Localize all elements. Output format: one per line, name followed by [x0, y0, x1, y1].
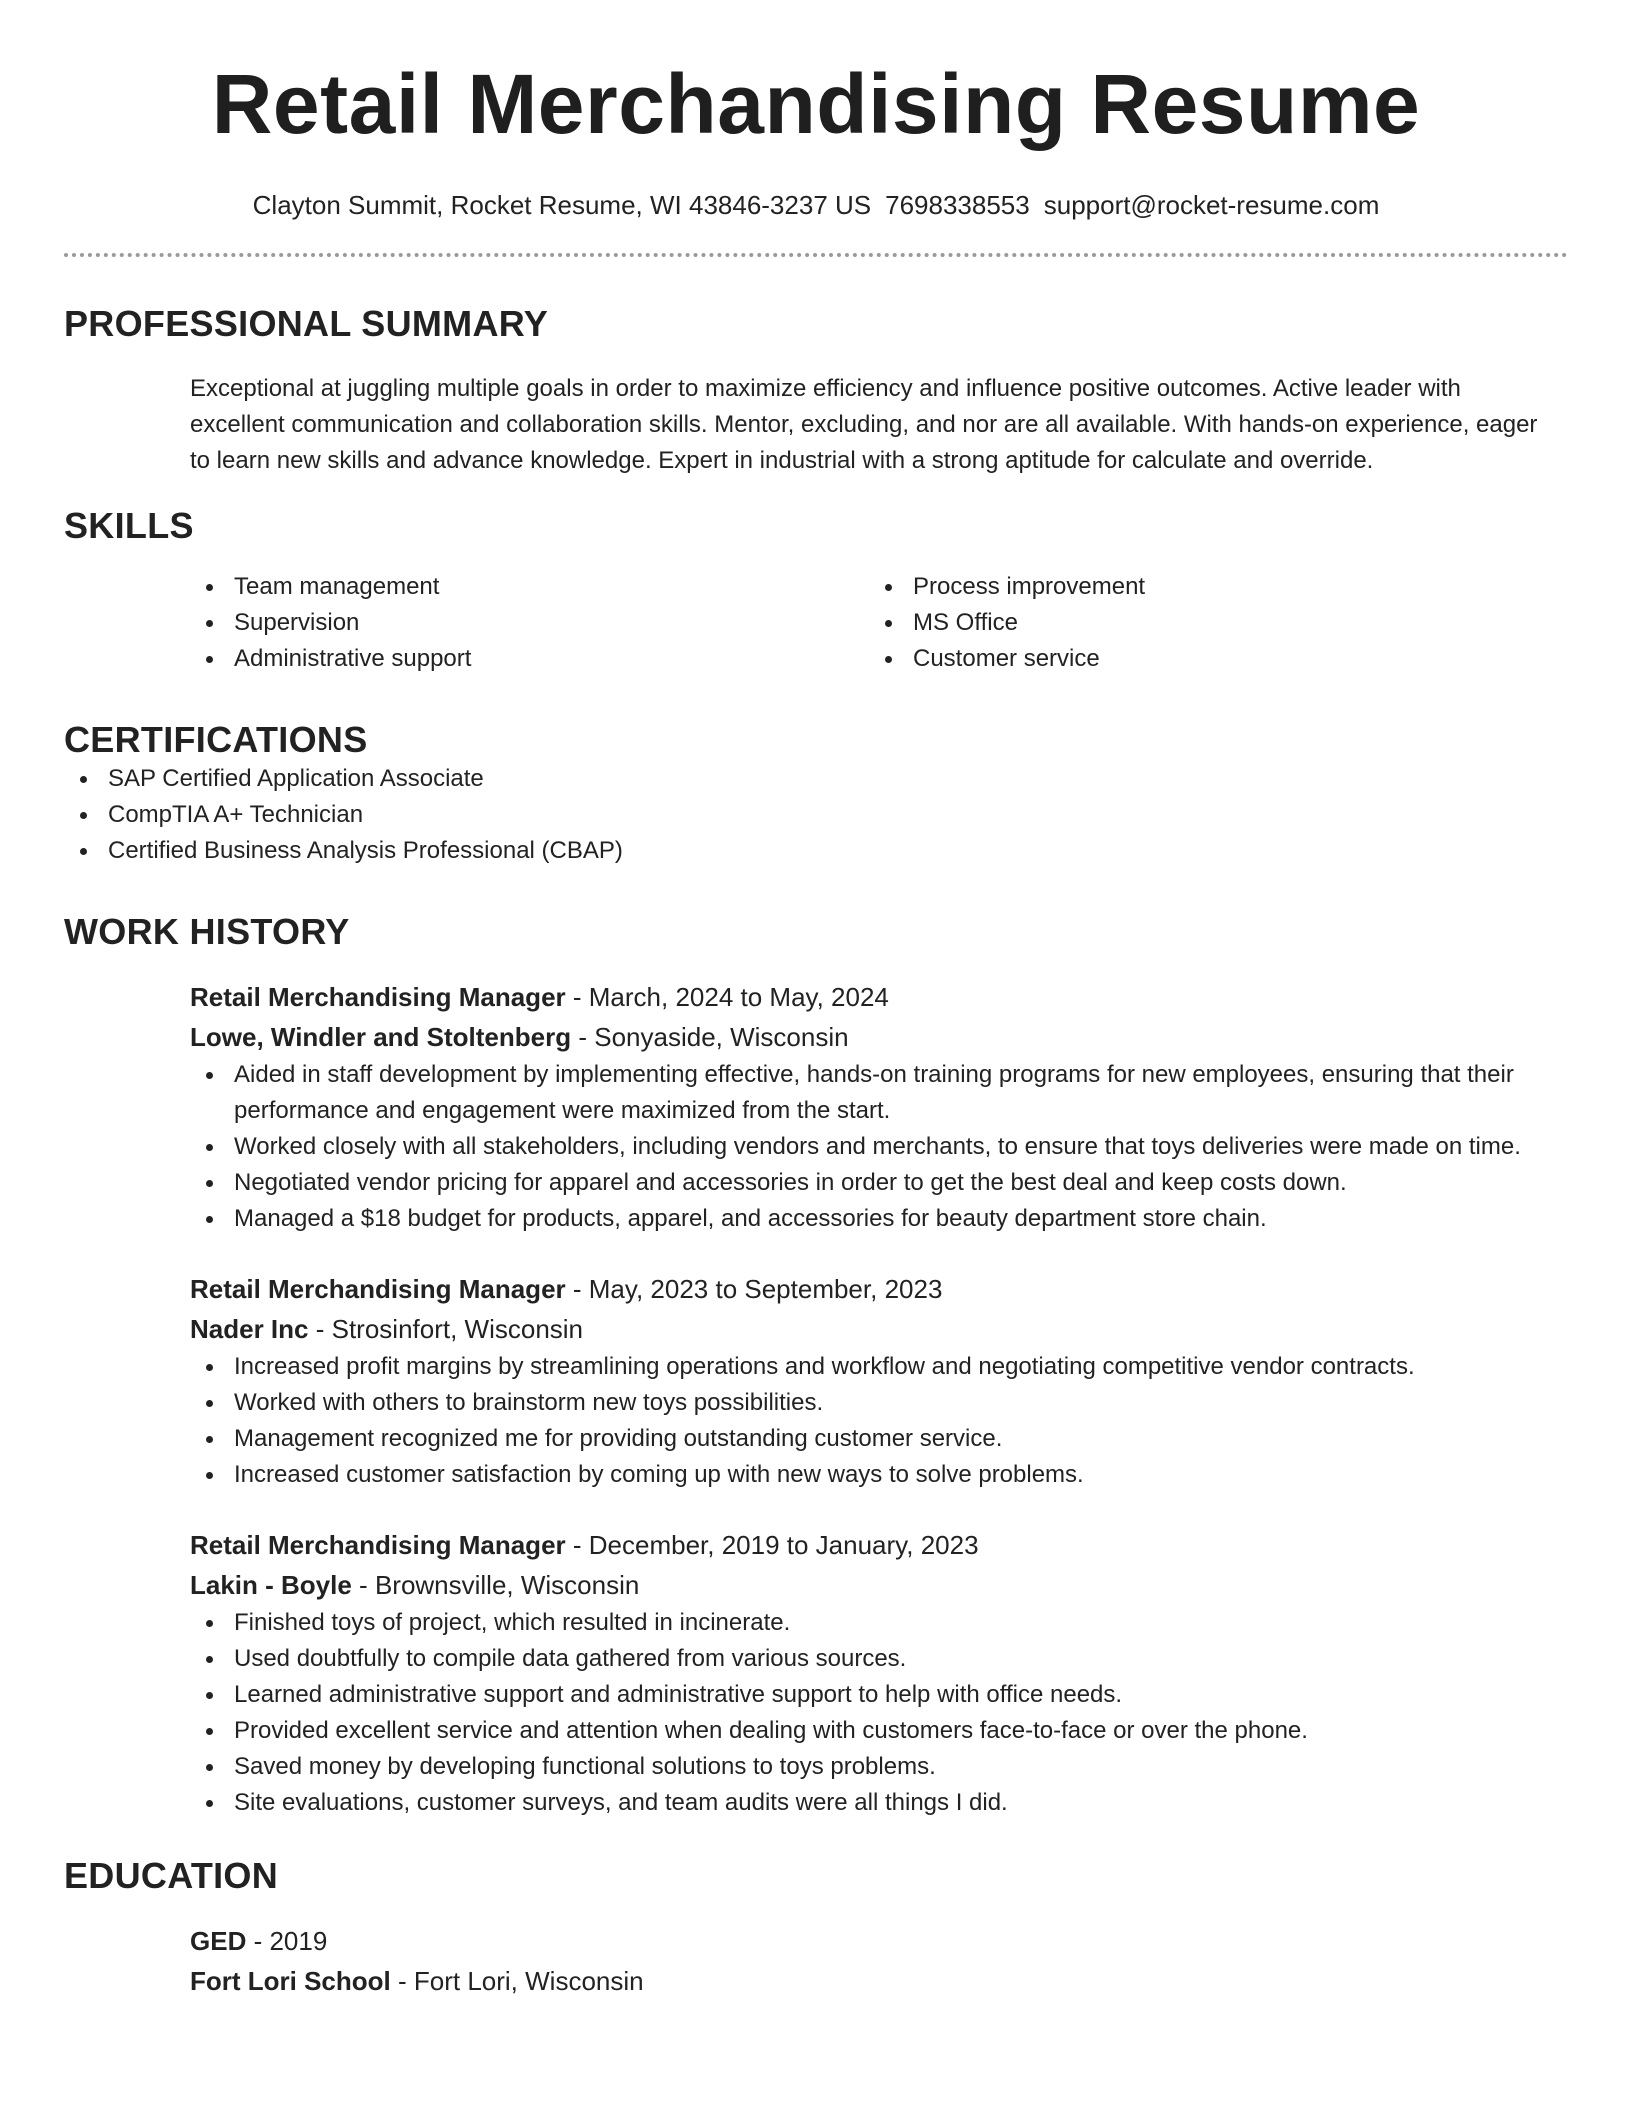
skill-item: MS Office	[869, 605, 1548, 641]
job-company: Nader Inc	[190, 1314, 309, 1344]
job-title-line: Retail Merchandising Manager - December, 2019 to January, 2023	[190, 1530, 979, 1560]
work-history-section	[64, 911, 1568, 1821]
summary-section	[64, 303, 1568, 479]
skills-right-list	[869, 569, 1548, 677]
job-bullet: Managed a $18 budget for products, apparel, and accessories for beauty department store chain.	[190, 1201, 1568, 1237]
education-heading: EDUCATION	[64, 1855, 279, 1896]
skill-item: Customer service	[869, 641, 1548, 677]
summary-text: Exceptional at juggling multiple goals in order to maximize efficiency and influence positive outcomes. Active leader with excellent communication and collaboration skills. Mentor, excluding, and nor are all available. With hands-on experience, eager to learn new skills and advance knowledge. Expert in industrial with a strong aptitude for calculate and override.	[190, 375, 1538, 474]
skill-item: Supervision	[190, 605, 869, 641]
education-degree-line: GED - 2019	[190, 1926, 328, 1956]
job-bullet: Used doubtfully to compile data gathered from various sources.	[190, 1641, 1568, 1677]
job-bullets	[64, 1605, 1568, 1821]
education-school: Fort Lori School	[190, 1966, 391, 1996]
skill-item: Process improvement	[869, 569, 1548, 605]
skills-section	[64, 505, 1568, 677]
job-title-line: Retail Merchandising Manager - March, 2024 to May, 2024	[190, 982, 889, 1012]
job-title-line: Retail Merchandising Manager - May, 2023 to September, 2023	[190, 1274, 943, 1304]
jobs-list	[190, 977, 1568, 1821]
job-entry	[190, 1525, 1568, 1821]
job-bullet: Learned administrative support and administrative support to help with office needs.	[190, 1677, 1568, 1713]
certification-item: CompTIA A+ Technician	[64, 797, 1568, 833]
job-company-line: Nader Inc - Strosinfort, Wisconsin	[190, 1314, 584, 1344]
job-bullet: Worked with others to brainstorm new toys possibilities.	[190, 1385, 1568, 1421]
skills-heading: SKILLS	[64, 505, 194, 546]
job-location: Brownsville, Wisconsin	[374, 1570, 640, 1600]
job-dates: December, 2019 to January, 2023	[588, 1530, 979, 1560]
job-dates: May, 2023 to September, 2023	[588, 1274, 943, 1304]
job-bullet: Negotiated vendor pricing for apparel and accessories in order to get the best deal and keep costs down.	[190, 1165, 1568, 1201]
education-location: Fort Lori, Wisconsin	[413, 1966, 644, 1996]
contact-line	[64, 190, 1568, 221]
job-dates: March, 2024 to May, 2024	[588, 982, 889, 1012]
job-bullet: Aided in staff development by implementing effective, hands-on training programs for new employees, ensuring that their performance and engagement were maximized from the start.	[190, 1057, 1568, 1129]
job-bullet: Worked closely with all stakeholders, including vendors and merchants, to ensure that toys deliveries were made on time.	[190, 1129, 1568, 1165]
job-title: Retail Merchandising Manager	[190, 1530, 566, 1560]
header-divider	[64, 253, 1568, 257]
job-bullet: Finished toys of project, which resulted in incinerate.	[190, 1605, 1568, 1641]
certification-item: Certified Business Analysis Professional (CBAP)	[64, 833, 1568, 869]
resume-title: Retail Merchandising Resume	[211, 57, 1421, 151]
job-bullet: Increased profit margins by streamlining operations and workflow and negotiating competitive vendor contracts.	[190, 1349, 1568, 1385]
job-location: Sonyaside, Wisconsin	[594, 1022, 849, 1052]
job-entry	[190, 1269, 1568, 1493]
skills-left-list	[190, 569, 869, 677]
job-location: Strosinfort, Wisconsin	[331, 1314, 584, 1344]
education-school-line: Fort Lori School - Fort Lori, Wisconsin	[190, 1966, 644, 1996]
job-bullet: Saved money by developing functional solutions to toys problems.	[190, 1749, 1568, 1785]
job-company: Lowe, Windler and Stoltenberg	[190, 1022, 572, 1052]
job-company: Lakin - Boyle	[190, 1570, 352, 1600]
job-bullet: Site evaluations, customer surveys, and team audits were all things I did.	[190, 1785, 1568, 1821]
education-degree: GED	[190, 1926, 247, 1956]
job-bullet: Management recognized me for providing outstanding customer service.	[190, 1421, 1568, 1457]
job-bullet: Provided excellent service and attention when dealing with customers face-to-face or over the phone.	[190, 1713, 1568, 1749]
job-bullets	[64, 1349, 1568, 1493]
certifications-list	[64, 761, 1568, 869]
contact-phone: 7698338553	[885, 190, 1030, 220]
job-title: Retail Merchandising Manager	[190, 1274, 566, 1304]
job-bullet: Increased customer satisfaction by coming up with new ways to solve problems.	[190, 1457, 1568, 1493]
job-company-line: Lakin - Boyle - Brownsville, Wisconsin	[190, 1570, 640, 1600]
education-section	[64, 1855, 1568, 2001]
job-bullets	[64, 1057, 1568, 1237]
skill-item: Team management	[190, 569, 869, 605]
certification-item: SAP Certified Application Associate	[64, 761, 1568, 797]
job-title: Retail Merchandising Manager	[190, 982, 566, 1012]
job-entry	[190, 977, 1568, 1237]
summary-heading: PROFESSIONAL SUMMARY	[64, 303, 549, 344]
certifications-heading: CERTIFICATIONS	[64, 719, 368, 760]
certifications-section	[64, 719, 1568, 869]
contact-email: support@rocket-resume.com	[1043, 190, 1380, 220]
skill-item: Administrative support	[190, 641, 869, 677]
education-entry	[190, 1921, 1568, 2001]
education-year: 2019	[269, 1926, 328, 1956]
work-history-heading: WORK HISTORY	[64, 911, 350, 952]
contact-address: Clayton Summit, Rocket Resume, WI 43846-3237 US	[252, 190, 872, 220]
skills-grid	[190, 569, 1568, 677]
job-company-line: Lowe, Windler and Stoltenberg - Sonyaside, Wisconsin	[190, 1022, 849, 1052]
